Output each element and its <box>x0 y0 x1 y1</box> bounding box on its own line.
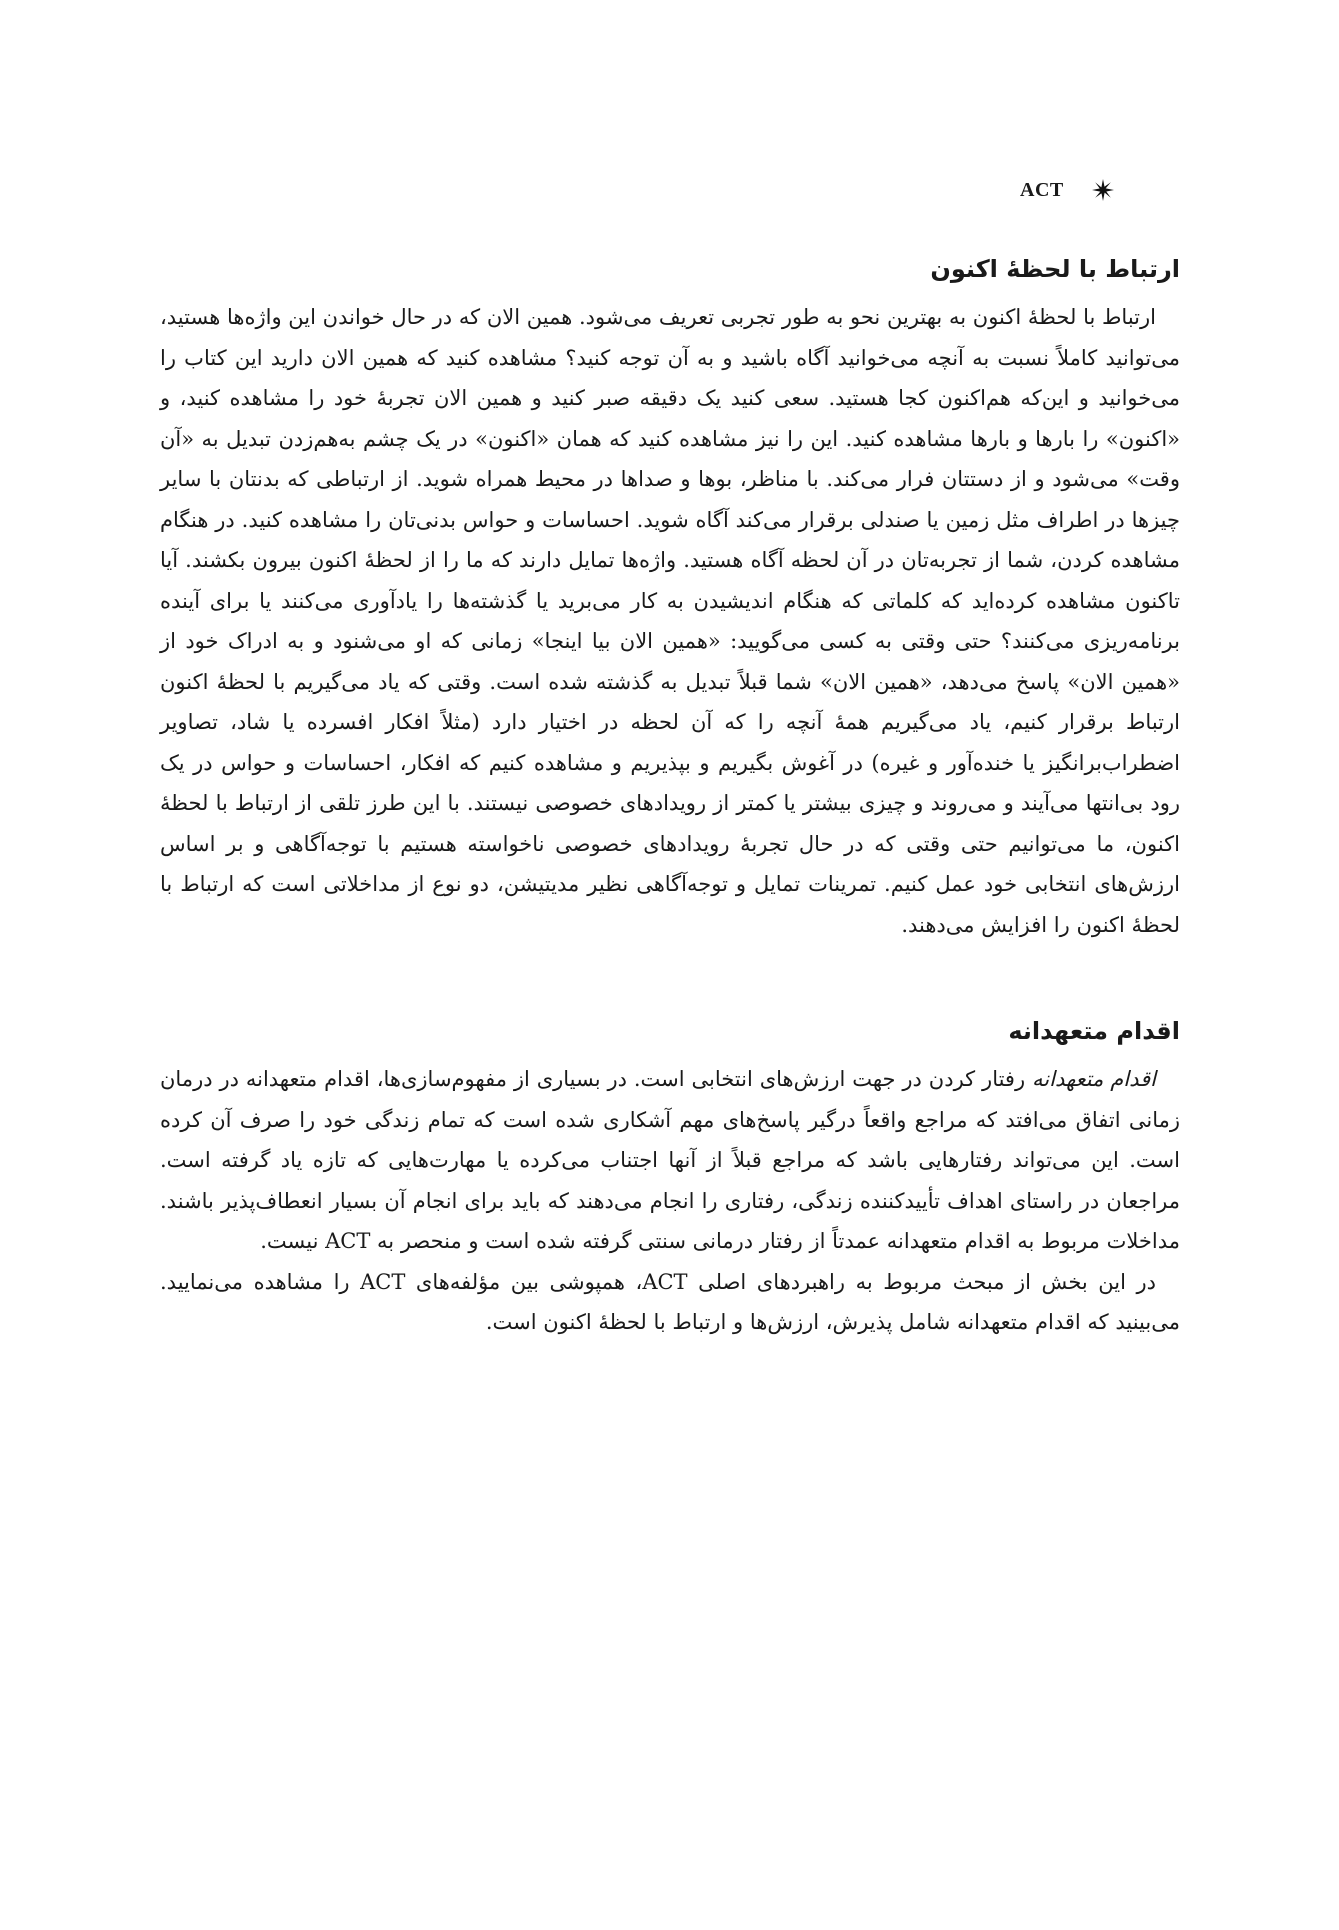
section-heading-present-moment: ارتباط با لحظهٔ اکنون <box>930 255 1180 283</box>
running-head-title: ACT <box>1020 178 1064 201</box>
section-heading-committed-action: اقدام متعهدانه <box>1008 1017 1180 1045</box>
paragraph-present-moment: ارتباط با لحظهٔ اکنون به بهترین نحو به طور تجربی تعریف می‌شود. همین الان که در حال خواندن این واژه‌ها هستید، می‌توانید کاملاً نسبت به آنچه می‌خوانید آگاه باشید و به آن توجه کنید؟ مشاهده کنید که همین الان دارید این کتاب را می‌خوانید و این‌که هم‌اکنون کجا هستید. سعی کنید یک دقیقه صبر کنید و همین الان تجربهٔ خود را مشاهده کنید، و «اکنون» را بارها و بارها مشاهده کنید. این را نیز مشاهده کنید که همان «اکنون» در یک چشم به‌هم‌زدن تبدیل به «آن وقت» می‌شود و از دستتان فرار می‌کند. با مناظر، بوها و صداها در محیط همراه شوید. از ارتباطی که بدنتان با سایر چیزها در اطراف مثل زمین یا صندلی برقرار می‌کند آگاه شوید. احساسات و حواس بدنی‌تان را مشاهده کنید. در هنگام مشاهده کردن، شما از تجربه‌تان در آن لحظه آگاه هستید. واژه‌ها تمایل دارند که ما را از لحظهٔ اکنون بیرون بکشند. آیا تاکنون مشاهده کرده‌اید که کلماتی که هنگام اندیشیدن به کار می‌برید یا گذشته‌ها را یادآوری می‌کنند یا برای آینده برنامه‌ریزی می‌کنند؟ حتی وقتی به کسی می‌گویید: «همین الان بیا اینجا» زمانی که او می‌شنود و به ادراک خود از «همین الان» پاسخ می‌دهد، «همین الان» شما قبلاً تبدیل به گذشته شده است. وقتی که یاد می‌گیریم با لحظهٔ اکنون ارتباط برقرار کنیم، یاد می‌گیریم همهٔ آنچه را که آن لحظه در اختیار دارد (مثلاً افکار افسرده یا شاد، تصاویر اضطراب‌برانگیز یا خنده‌آور و غیره) در آغوش بگیریم و بپذیریم و مشاهده کنیم که افکار، احساسات و حواس در یک رود بی‌انتها می‌آیند و می‌روند و چیزی بیشتر یا کمتر از رویدادهای خصوصی نیستند. با این طرز تلقی از ارتباط با لحظهٔ اکنون، ما می‌توانیم حتی وقتی که در حال تجربهٔ رویدادهای خصوصی ناخواسته هستیم با توجه‌آگاهی و بر اساس ارزش‌های انتخابی خود عمل کنیم. تمرینات تمایل و توجه‌آگاهی نظیر مدیتیشن، دو نوع از مداخلاتی است که ارتباط با لحظهٔ اکنون را افزایش می‌دهند. <box>160 305 1180 937</box>
section-spacer <box>160 945 1180 1007</box>
running-head <box>1020 170 1140 210</box>
paragraph-act-overlap: در این بخش از مبحث مربوط به راهبردهای اصلی ACT، همپوشی بین مؤلفه‌های ACT را مشاهده می‌نمایید. می‌بینید که اقدام متعهدانه شامل پذیرش، ارزش‌ها و ارتباط با لحظهٔ اکنون است. <box>160 1269 1180 1334</box>
emphasized-term: اقدام متعهدانه <box>1032 1067 1156 1091</box>
paragraph-committed-action-body: رفتار کردن در جهت ارزش‌های انتخابی است. در بسیاری از مفهوم‌سازی‌ها، اقدام متعهدانه در درمان زمانی اتفاق می‌افتد که مراجع واقعاً درگیر پاسخ‌های مهم آشکاری شده است که تمام زندگی خود را صرف آن کرده است. این می‌تواند رفتارهایی باشد که مراجع قبلاً از آنها اجتناب می‌کرده یا مهارت‌هایی که تازه یاد گرفته است. مراجعان در راستای اهداف تأییدکننده زندگی، رفتاری را انجام می‌دهند که باید برای انجام آن بسیار انعطاف‌پذیر باشند. مداخلات مربوط به اقدام متعهدانه عمدتاً از رفتار درمانی سنتی گرفته شده است و منحصر به ACT نیست. <box>160 1067 1180 1253</box>
main-content <box>160 245 1180 1343</box>
star-burst-icon <box>1092 179 1114 201</box>
paragraph-committed-action <box>160 1059 1180 1262</box>
